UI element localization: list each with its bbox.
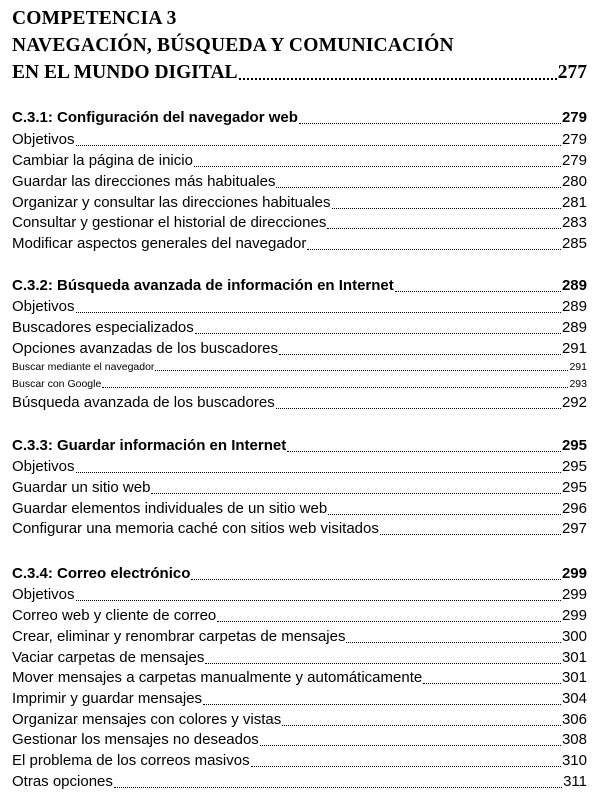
toc-entry <box>12 318 587 338</box>
entry-page-number: 299 <box>561 607 587 624</box>
toc-entry <box>12 730 587 750</box>
toc-entry <box>12 519 587 539</box>
toc-entry <box>12 627 587 647</box>
section-title: C.3.1: Configuración del navegador web <box>12 109 298 126</box>
entry-page-number: 295 <box>561 458 587 475</box>
entry-title: Correo web y cliente de correo <box>12 607 217 624</box>
dot-leader <box>423 680 561 684</box>
dot-leader <box>346 639 560 643</box>
entry-page-number: 300 <box>561 628 587 645</box>
entry-title: Imprimir y guardar mensajes <box>12 690 203 707</box>
entry-title: Configurar una memoria caché con sitios web visitados <box>12 520 379 537</box>
toc-entry <box>12 172 587 192</box>
entry-title: Búsqueda avanzada de los buscadores <box>12 394 275 411</box>
chapter-label: COMPETENCIA 3 <box>12 8 177 29</box>
entry-page-number: 291 <box>561 340 587 357</box>
dot-leader <box>282 722 561 726</box>
entry-page-number: 311 <box>563 773 587 790</box>
entry-title: Objetivos <box>12 458 75 475</box>
toc-entry <box>12 606 587 626</box>
toc-entry <box>12 151 587 171</box>
entry-page-number: 285 <box>561 235 587 252</box>
entry-title: Objetivos <box>12 586 75 603</box>
entry-title: Organizar y consultar las direcciones habituales <box>12 194 331 211</box>
dot-leader <box>203 701 561 705</box>
toc-entry <box>12 457 587 477</box>
dot-leader <box>380 531 561 535</box>
toc-entry <box>12 499 587 519</box>
toc-entry <box>12 772 587 792</box>
dot-leader <box>260 742 561 746</box>
chapter-title-line-1: NAVEGACIÓN, BÚSQUEDA Y COMUNICACIÓN <box>12 35 454 56</box>
entry-page-number: 279 <box>561 131 587 148</box>
dot-leader <box>194 163 561 167</box>
toc-entry <box>12 297 587 317</box>
entry-page-number: 301 <box>561 669 587 686</box>
toc-entry <box>12 339 587 359</box>
toc-entry <box>12 234 587 254</box>
dot-leader <box>195 330 561 334</box>
dot-leader <box>114 784 562 788</box>
entry-page-number: 289 <box>561 319 587 336</box>
toc-subentry <box>12 377 587 391</box>
entry-page-number: 308 <box>561 731 587 748</box>
dot-leader <box>327 225 561 229</box>
entry-page-number: 310 <box>561 752 587 769</box>
entry-page-number: 283 <box>561 214 587 231</box>
entry-page-number: 279 <box>561 152 587 169</box>
dot-leader <box>307 246 561 250</box>
entry-title: Guardar un sitio web <box>12 479 151 496</box>
dot-leader <box>76 309 561 313</box>
dot-leader <box>332 205 561 209</box>
toc-entry <box>12 478 587 498</box>
entry-title: El problema de los correos masivos <box>12 752 250 769</box>
entry-page-number: 304 <box>561 690 587 707</box>
toc-entry <box>12 213 587 233</box>
chapter-title-row <box>12 60 587 86</box>
section-page-number: 295 <box>561 437 587 454</box>
entry-title: Opciones avanzadas de los buscadores <box>12 340 279 357</box>
entry-title: Otras opciones <box>12 773 113 790</box>
section-title: C.3.4: Correo electrónico <box>12 565 191 582</box>
dot-leader <box>76 469 561 473</box>
dot-leader <box>279 351 561 355</box>
entry-page-number: 291 <box>569 361 587 373</box>
entry-title: Cambiar la página de inicio <box>12 152 193 169</box>
entry-title: Buscar mediante el navegador <box>12 361 155 373</box>
entry-page-number: 306 <box>561 711 587 728</box>
toc-entry <box>12 689 587 709</box>
toc-entry <box>12 648 587 668</box>
entry-page-number: 301 <box>561 649 587 666</box>
toc-entry <box>12 668 587 688</box>
entry-page-number: 293 <box>569 378 587 390</box>
dot-leader <box>155 367 568 371</box>
section-heading <box>12 108 587 128</box>
section-title: C.3.2: Búsqueda avanzada de información en Internet <box>12 277 394 294</box>
section-heading <box>12 436 587 456</box>
dot-leader <box>76 142 561 146</box>
dot-leader <box>328 511 561 515</box>
dot-leader <box>102 384 568 388</box>
dot-leader <box>251 763 561 767</box>
toc-entry <box>12 130 587 150</box>
entry-title: Buscar con Google <box>12 378 102 390</box>
entry-title: Organizar mensajes con colores y vistas <box>12 711 282 728</box>
entry-title: Buscadores especializados <box>12 319 194 336</box>
toc-entry <box>12 393 587 413</box>
entry-page-number: 295 <box>561 479 587 496</box>
entry-page-number: 281 <box>561 194 587 211</box>
dot-leader <box>239 75 557 80</box>
chapter-title-line-2: EN EL MUNDO DIGITAL <box>12 62 238 83</box>
entry-page-number: 289 <box>561 298 587 315</box>
entry-title: Objetivos <box>12 131 75 148</box>
section-page-number: 289 <box>561 277 587 294</box>
dot-leader <box>76 597 561 601</box>
chapter-page-number: 277 <box>557 62 587 83</box>
entry-title: Guardar elementos individuales de un sitio web <box>12 500 328 517</box>
dot-leader <box>276 184 561 188</box>
toc-entry <box>12 585 587 605</box>
entry-title: Vaciar carpetas de mensajes <box>12 649 205 666</box>
entry-title: Objetivos <box>12 298 75 315</box>
toc-subentry <box>12 360 587 374</box>
entry-page-number: 280 <box>561 173 587 190</box>
entry-page-number: 292 <box>561 394 587 411</box>
dot-leader <box>151 490 561 494</box>
dot-leader <box>217 618 561 622</box>
entry-title: Crear, eliminar y renombrar carpetas de mensajes <box>12 628 346 645</box>
entry-title: Modificar aspectos generales del navegador <box>12 235 307 252</box>
entry-title: Consultar y gestionar el historial de direcciones <box>12 214 327 231</box>
entry-title: Gestionar los mensajes no deseados <box>12 731 259 748</box>
toc-entry <box>12 193 587 213</box>
section-page-number: 279 <box>561 109 587 126</box>
entry-title: Guardar las direcciones más habituales <box>12 173 276 190</box>
dot-leader <box>191 576 561 580</box>
section-page-number: 299 <box>561 565 587 582</box>
toc-entry <box>12 710 587 730</box>
section-heading <box>12 276 587 296</box>
entry-page-number: 296 <box>561 500 587 517</box>
entry-page-number: 297 <box>561 520 587 537</box>
dot-leader <box>299 120 561 124</box>
dot-leader <box>395 288 561 292</box>
entry-page-number: 299 <box>561 586 587 603</box>
dot-leader <box>205 660 561 664</box>
toc-entry <box>12 751 587 771</box>
dot-leader <box>276 405 561 409</box>
section-title: C.3.3: Guardar información en Internet <box>12 437 287 454</box>
dot-leader <box>287 448 561 452</box>
entry-title: Mover mensajes a carpetas manualmente y automáticamente <box>12 669 423 686</box>
section-heading <box>12 564 587 584</box>
